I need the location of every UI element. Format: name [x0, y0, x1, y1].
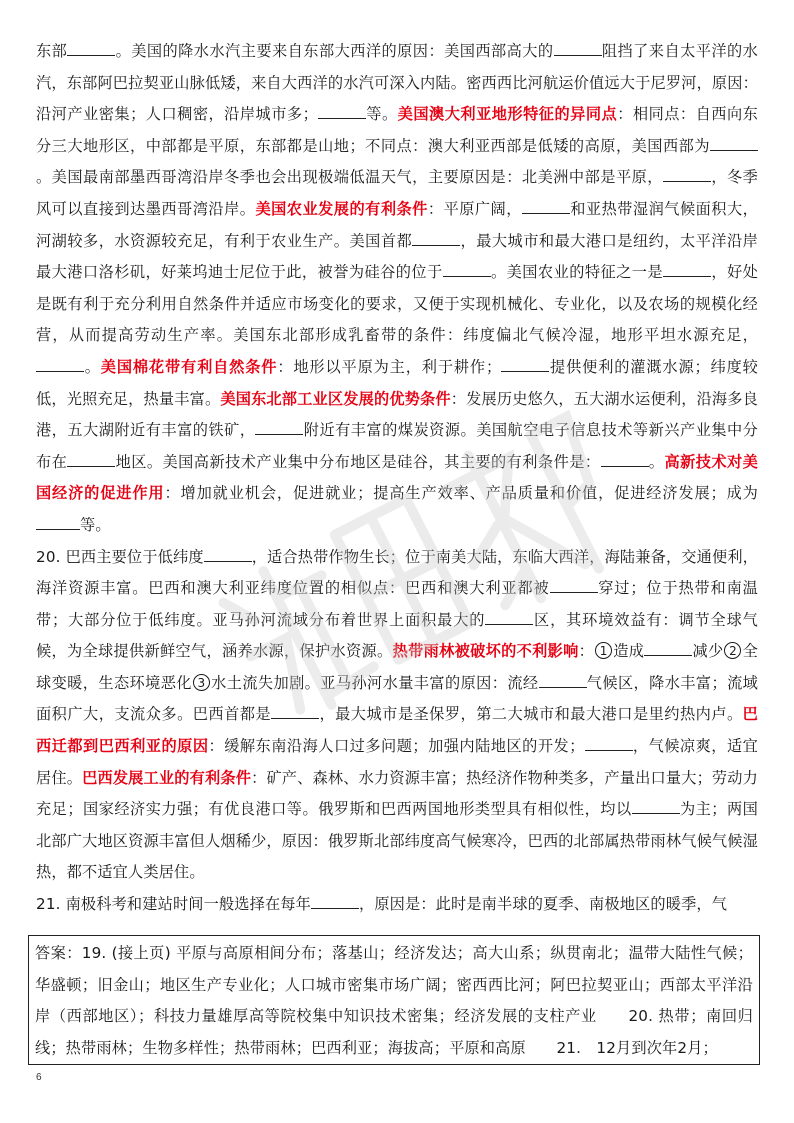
- text-run: 造成: [613, 642, 645, 661]
- fill-blank[interactable]: [554, 39, 602, 56]
- highlight-heading: 巴西发展工业的有利条件: [82, 768, 252, 787]
- text-run: 。美国的降水水汽主要来自东部大西洋的原因：美国西部高大的: [115, 42, 554, 60]
- text-run: 全球变暖，生态环境恶化: [36, 642, 758, 692]
- text-run: 等。: [365, 105, 398, 124]
- text-run: 为主；两国北部广大地区资源丰富但人烟稀少，原因：俄罗斯北部纬度高气候寒冷，巴西的北部属热带雨林气候气候湿热，都不适宜人类居住。: [36, 800, 758, 882]
- text-run: ：地形以平原为主，利于耕作；: [277, 357, 502, 376]
- highlight-heading: 美国东北部工业区发展的优势条件: [220, 389, 451, 408]
- fill-blank[interactable]: [601, 450, 649, 467]
- text-run: 和亚热带湿润气候面积大，河湖较多，水资源较充足，有利于农业生产。美国首都: [36, 199, 758, 250]
- circled-number: 3: [193, 674, 210, 691]
- answer-box: [28, 935, 760, 1065]
- text-run: 。: [84, 357, 101, 376]
- question-20-paragraph: [36, 542, 758, 890]
- highlight-heading: 美国农业发展的有利条件: [255, 199, 428, 218]
- text-run: 气候区，降水丰富；流域面积广大，支流众多。巴西首都是: [36, 673, 758, 724]
- text-run: 水土流失加剧。亚马孙河水量丰富的原因：流经: [210, 673, 539, 692]
- text-run: ：矿产、森林、水力资源丰富；热经济作物种类多，产量出口量大；劳动力充足；国家经济实力强；有优良港口等。俄罗斯和巴西两国地形类型具有相似性，均以: [36, 768, 758, 819]
- highlight-heading: 热带雨林被破坏的不利影响: [392, 642, 579, 661]
- fill-blank[interactable]: [36, 513, 80, 530]
- text-run: ，好处是既有利于充分利用自然条件并适应市场变化的要求，又便于实现机械化、专业化，以及农场的规模化经营，从而提高劳动生产率。美国东北部形成乳畜带的条件：纬度偏北气候冷湿，地形平坦水源充足，: [36, 263, 759, 345]
- fill-blank[interactable]: [271, 703, 319, 720]
- text-run: ，最大城市是圣保罗，第二大城市和最大港口是里约热内卢。: [319, 705, 743, 724]
- fill-blank[interactable]: [550, 576, 598, 593]
- circled-number: 2: [724, 642, 741, 659]
- fill-blank[interactable]: [36, 355, 84, 372]
- text-run: 区，其环境效益有：调节全球气候，为全球提供新鲜空气，涵养水源，保护水资源。: [36, 610, 758, 661]
- fill-blank[interactable]: [663, 165, 711, 182]
- page-number: 6: [36, 1072, 42, 1083]
- question-21-paragraph: [36, 889, 758, 921]
- fill-blank[interactable]: [204, 545, 252, 562]
- fill-blank[interactable]: [485, 608, 533, 625]
- text-run: ：发展历史悠久，五大湖水运便利，沿海多良港，五大湖附近有丰富的铁矿，: [36, 389, 758, 440]
- fill-blank[interactable]: [412, 229, 460, 246]
- text-run: 。美国农业的特征之一是: [490, 263, 664, 282]
- text-run: 地区。美国高新技术产业集中分布地区是硅谷，其主要的有利条件是：: [115, 452, 601, 471]
- text-run: ，气候凉爽，适宜居住。: [36, 737, 759, 787]
- text-run: ：增加就业机会，促进就业；提高生产效率、产品质量和价值，促进经济发展；成为: [164, 484, 758, 503]
- text-run: 提供便利的灌溉水源；纬度较低，光照充足，热量丰富。: [36, 357, 758, 408]
- text-run: ：: [578, 642, 595, 661]
- text-run: 东部: [36, 42, 68, 60]
- text-run: 等。: [80, 515, 111, 534]
- main-text: [36, 36, 758, 921]
- fill-blank[interactable]: [710, 134, 758, 151]
- circled-number: 1: [595, 642, 612, 659]
- highlight-heading: 美国棉花带有利自然条件: [100, 357, 278, 376]
- fill-blank[interactable]: [644, 639, 692, 656]
- fill-blank[interactable]: [67, 39, 115, 56]
- text-run: ：相同点：自西向东分三大地形区，中部都是平原，东部都是山地；不同点：澳大利亚西部是低矮的高原，美国西部为: [36, 105, 758, 155]
- fill-blank[interactable]: [501, 355, 549, 372]
- text-run: ，适合热带作物生长；位于南美大陆，东临大西洋，海陆兼备，交通便利，海洋资源丰富。巴西和澳大利亚纬度位置的相似点：巴西和澳大利亚都被: [36, 547, 759, 598]
- fill-blank[interactable]: [67, 450, 115, 467]
- text-run: 。: [648, 452, 665, 471]
- text-run: 。美国最南部墨西哥湾沿岸冬季也会出现极端低温天气，主要原因是：北美洲中部是平原，: [36, 168, 663, 187]
- fill-blank[interactable]: [318, 102, 366, 119]
- text-run: ，最大城市和最大港口是纽约，太平洋沿岸最大港口洛杉矶，好莱坞迪士尼位于此，被誉为硅谷的位于: [36, 231, 758, 282]
- fill-blank[interactable]: [663, 260, 711, 277]
- text-run: ，原因是：此时是南半球的夏季、南极地区的暖季，气: [358, 895, 728, 914]
- fill-blank[interactable]: [311, 892, 359, 909]
- text-run: 减少: [692, 642, 724, 661]
- text-run: 附近有丰富的煤炭资源。美国航空电子信息技术等新兴产业集中分布在: [36, 421, 758, 471]
- highlight-heading: 美国澳大利亚地形特征的异同点: [397, 105, 618, 124]
- answer-text: 答案：19. (接上页) 平原与高原相间分布；落基山；经济发达；高大山系；纵贯南北；温带大陆性气候；华盛顿；旧金山；地区生产专业化；人口城市密集市场广阔；密西西比河；阿巴拉契亚山；西部太平洋沿岸（西部地区）；科技力量雄厚高等院校集中知识技术密集；经济发展的支柱产业 20. 热带；南回归线；热带雨林；生物多样性；热带雨林；巴西利亚；海拔高；平原和高原 21. 12月到次年2月；: [35, 944, 753, 1057]
- fill-blank[interactable]: [632, 797, 680, 814]
- fill-blank[interactable]: [539, 671, 587, 688]
- fill-blank[interactable]: [255, 418, 303, 435]
- fill-blank[interactable]: [585, 734, 633, 751]
- text-run: ：平原广阔，: [427, 199, 522, 218]
- text-run: ：缓解东南沿海人口过多问题；加强内陆地区的开发；: [208, 737, 585, 756]
- highlight-heading: 高新技术对美国经济的促进作用: [36, 452, 758, 503]
- text-run: 21. 南极科考和建站时间一般选择在每年: [36, 895, 311, 914]
- highlight-heading: 巴西迁都到巴西利亚的原因: [36, 705, 759, 756]
- text-run: 20. 巴西主要位于低纬度: [36, 547, 204, 566]
- text-run: 阻挡了来自太平洋的水汽，东部阿巴拉契亚山脉低矮，来自大西洋的水汽可深入内陆。密西西比河航运价值远大于尼罗河，原因：沿河产业密集；人口稠密，沿岸城市多；: [36, 42, 758, 124]
- text-run: ，冬季风可以直接到达墨西哥湾沿岸。: [36, 168, 759, 218]
- question-19-paragraph: [36, 36, 758, 542]
- fill-blank[interactable]: [443, 260, 491, 277]
- text-run: 穿过；位于热带和南温带；大部分位于低纬度。亚马孙河流域分布着世界上面积最大的: [36, 579, 758, 629]
- fill-blank[interactable]: [522, 197, 570, 214]
